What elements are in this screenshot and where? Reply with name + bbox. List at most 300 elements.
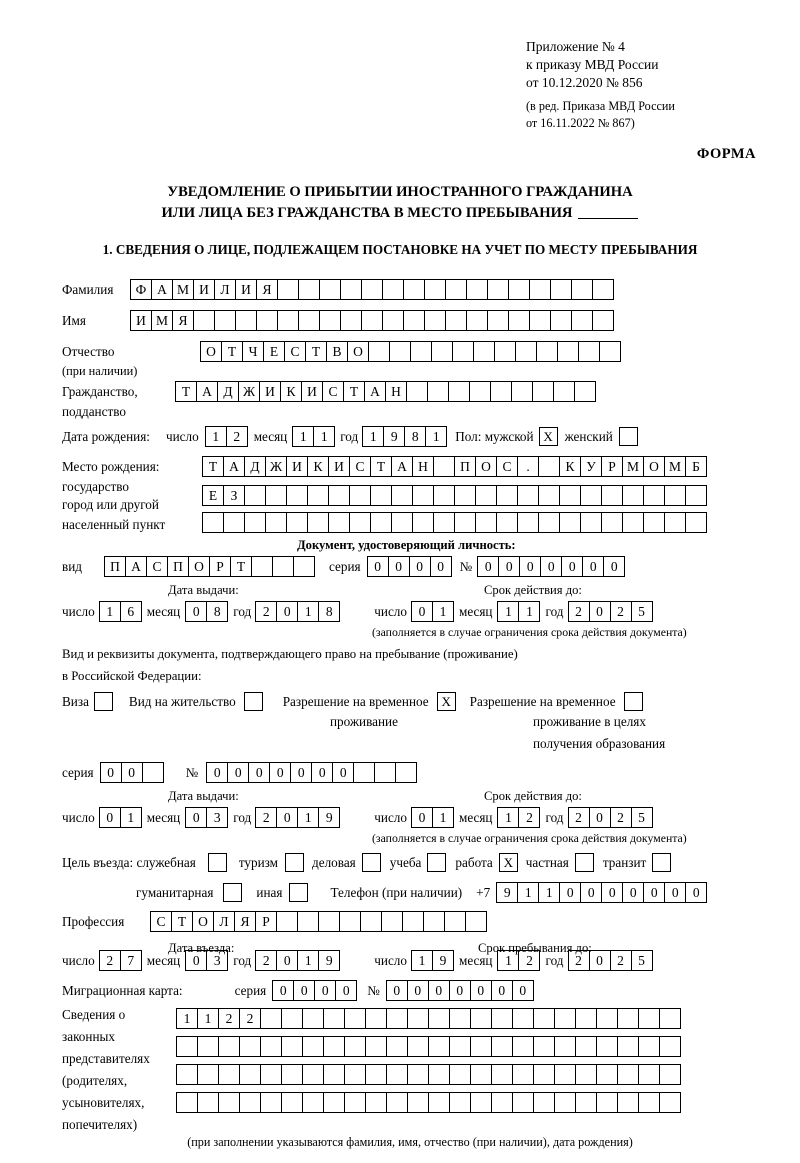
- char-cell[interactable]: [578, 341, 600, 362]
- char-cell[interactable]: [402, 911, 424, 932]
- char-cell[interactable]: [176, 1064, 198, 1085]
- char-cell[interactable]: [574, 381, 596, 402]
- char-cell[interactable]: [260, 1064, 282, 1085]
- citizenship-input[interactable]: [175, 381, 596, 402]
- char-cell[interactable]: [515, 341, 537, 362]
- char-cell[interactable]: [433, 512, 455, 533]
- char-cell[interactable]: О: [475, 456, 497, 477]
- char-cell[interactable]: 2: [518, 950, 540, 971]
- char-cell[interactable]: [281, 1092, 303, 1113]
- char-cell[interactable]: С: [150, 911, 172, 932]
- char-cell[interactable]: [617, 1064, 639, 1085]
- char-cell[interactable]: Я: [234, 911, 256, 932]
- char-cell[interactable]: [302, 1008, 324, 1029]
- char-cell[interactable]: Т: [343, 381, 365, 402]
- char-cell[interactable]: [386, 1036, 408, 1057]
- char-cell[interactable]: 2: [255, 950, 277, 971]
- char-cell[interactable]: [433, 485, 455, 506]
- char-cell[interactable]: [202, 512, 224, 533]
- char-cell[interactable]: 1: [411, 950, 433, 971]
- char-cell[interactable]: [659, 1092, 681, 1113]
- purpose-service-checkbox[interactable]: [208, 853, 227, 872]
- edu-residence-checkbox[interactable]: [624, 692, 643, 711]
- char-cell[interactable]: [512, 1036, 534, 1057]
- char-cell[interactable]: [508, 310, 530, 331]
- char-cell[interactable]: В: [326, 341, 348, 362]
- char-cell[interactable]: [638, 1008, 660, 1029]
- char-cell[interactable]: Д: [217, 381, 239, 402]
- char-cell[interactable]: О: [200, 341, 222, 362]
- char-cell[interactable]: [328, 512, 350, 533]
- char-cell[interactable]: 0: [559, 882, 581, 903]
- char-cell[interactable]: [470, 1036, 492, 1057]
- char-cell[interactable]: 0: [367, 556, 389, 577]
- char-cell[interactable]: 1: [518, 601, 540, 622]
- char-cell[interactable]: [599, 341, 621, 362]
- visa-checkbox[interactable]: [94, 692, 113, 711]
- doc-issue-day-input[interactable]: [99, 601, 142, 622]
- char-cell[interactable]: Е: [202, 485, 224, 506]
- doc-number-input[interactable]: [477, 556, 625, 577]
- char-cell[interactable]: П: [167, 556, 189, 577]
- char-cell[interactable]: [445, 279, 467, 300]
- char-cell[interactable]: 0: [332, 762, 354, 783]
- char-cell[interactable]: [550, 310, 572, 331]
- char-cell[interactable]: 9: [318, 950, 340, 971]
- char-cell[interactable]: [466, 279, 488, 300]
- char-cell[interactable]: 9: [318, 807, 340, 828]
- char-cell[interactable]: [293, 556, 315, 577]
- char-cell[interactable]: [444, 911, 466, 932]
- char-cell[interactable]: [412, 512, 434, 533]
- char-cell[interactable]: [638, 1064, 660, 1085]
- char-cell[interactable]: [407, 1036, 429, 1057]
- char-cell[interactable]: 3: [206, 807, 228, 828]
- char-cell[interactable]: С: [349, 456, 371, 477]
- char-cell[interactable]: Б: [685, 456, 707, 477]
- char-cell[interactable]: К: [559, 456, 581, 477]
- char-cell[interactable]: Ф: [130, 279, 152, 300]
- char-cell[interactable]: 9: [383, 426, 405, 447]
- sex-male-checkbox[interactable]: Х: [539, 427, 558, 446]
- char-cell[interactable]: [239, 1092, 261, 1113]
- char-cell[interactable]: [491, 1092, 513, 1113]
- purpose-study-checkbox[interactable]: [427, 853, 446, 872]
- char-cell[interactable]: [601, 485, 623, 506]
- char-cell[interactable]: 0: [293, 980, 315, 1001]
- char-cell[interactable]: С: [284, 341, 306, 362]
- char-cell[interactable]: Н: [385, 381, 407, 402]
- char-cell[interactable]: [491, 1064, 513, 1085]
- char-cell[interactable]: 5: [631, 807, 653, 828]
- char-cell[interactable]: [340, 279, 362, 300]
- patronymic-input[interactable]: [200, 341, 621, 362]
- char-cell[interactable]: [512, 1008, 534, 1029]
- char-cell[interactable]: [214, 310, 236, 331]
- doc-issue-year-input[interactable]: [255, 601, 340, 622]
- char-cell[interactable]: 1: [99, 601, 121, 622]
- char-cell[interactable]: А: [364, 381, 386, 402]
- char-cell[interactable]: 2: [255, 601, 277, 622]
- name-input[interactable]: [130, 310, 614, 331]
- legal-input-1[interactable]: [176, 1008, 681, 1029]
- char-cell[interactable]: 0: [185, 950, 207, 971]
- purpose-tourism-checkbox[interactable]: [285, 853, 304, 872]
- char-cell[interactable]: 2: [568, 807, 590, 828]
- char-cell[interactable]: [511, 381, 533, 402]
- char-cell[interactable]: [571, 279, 593, 300]
- char-cell[interactable]: 8: [206, 601, 228, 622]
- surname-input[interactable]: [130, 279, 614, 300]
- char-cell[interactable]: У: [580, 456, 602, 477]
- char-cell[interactable]: [596, 1036, 618, 1057]
- char-cell[interactable]: [454, 485, 476, 506]
- char-cell[interactable]: [487, 310, 509, 331]
- char-cell[interactable]: [286, 512, 308, 533]
- char-cell[interactable]: 0: [386, 980, 408, 1001]
- purpose-humanitarian-checkbox[interactable]: [223, 883, 242, 902]
- char-cell[interactable]: 0: [601, 882, 623, 903]
- char-cell[interactable]: [533, 1008, 555, 1029]
- char-cell[interactable]: [571, 310, 593, 331]
- char-cell[interactable]: [596, 1092, 618, 1113]
- char-cell[interactable]: [365, 1092, 387, 1113]
- char-cell[interactable]: [449, 1092, 471, 1113]
- char-cell[interactable]: 0: [491, 980, 513, 1001]
- char-cell[interactable]: 1: [497, 807, 519, 828]
- doc-issue-month-input[interactable]: [185, 601, 228, 622]
- char-cell[interactable]: [512, 1064, 534, 1085]
- char-cell[interactable]: [412, 485, 434, 506]
- birth-year-input[interactable]: [362, 426, 447, 447]
- char-cell[interactable]: [403, 310, 425, 331]
- char-cell[interactable]: [410, 341, 432, 362]
- char-cell[interactable]: [389, 341, 411, 362]
- char-cell[interactable]: [298, 310, 320, 331]
- char-cell[interactable]: [344, 1092, 366, 1113]
- char-cell[interactable]: [281, 1008, 303, 1029]
- char-cell[interactable]: [297, 911, 319, 932]
- char-cell[interactable]: [431, 341, 453, 362]
- char-cell[interactable]: [386, 1008, 408, 1029]
- char-cell[interactable]: [470, 1092, 492, 1113]
- char-cell[interactable]: 1: [497, 601, 519, 622]
- char-cell[interactable]: [142, 762, 164, 783]
- char-cell[interactable]: 0: [276, 601, 298, 622]
- char-cell[interactable]: [340, 310, 362, 331]
- char-cell[interactable]: [554, 1092, 576, 1113]
- stay-year-input[interactable]: [568, 950, 653, 971]
- char-cell[interactable]: З: [223, 485, 245, 506]
- char-cell[interactable]: 0: [519, 556, 541, 577]
- char-cell[interactable]: Р: [209, 556, 231, 577]
- char-cell[interactable]: [244, 512, 266, 533]
- permit-issue-month-input[interactable]: [185, 807, 228, 828]
- char-cell[interactable]: [575, 1036, 597, 1057]
- char-cell[interactable]: [487, 279, 509, 300]
- char-cell[interactable]: [382, 310, 404, 331]
- residence-checkbox[interactable]: [244, 692, 263, 711]
- char-cell[interactable]: [533, 1064, 555, 1085]
- char-cell[interactable]: [323, 1008, 345, 1029]
- char-cell[interactable]: [496, 512, 518, 533]
- char-cell[interactable]: [349, 512, 371, 533]
- char-cell[interactable]: 0: [580, 882, 602, 903]
- char-cell[interactable]: [550, 279, 572, 300]
- char-cell[interactable]: [395, 762, 417, 783]
- char-cell[interactable]: [323, 1092, 345, 1113]
- doc-kind-input[interactable]: [104, 556, 315, 577]
- char-cell[interactable]: .: [517, 456, 539, 477]
- char-cell[interactable]: 1: [362, 426, 384, 447]
- char-cell[interactable]: [381, 911, 403, 932]
- char-cell[interactable]: 0: [100, 762, 122, 783]
- char-cell[interactable]: М: [151, 310, 173, 331]
- char-cell[interactable]: [391, 512, 413, 533]
- char-cell[interactable]: 1: [297, 950, 319, 971]
- char-cell[interactable]: [391, 485, 413, 506]
- char-cell[interactable]: 1: [205, 426, 227, 447]
- char-cell[interactable]: 0: [664, 882, 686, 903]
- char-cell[interactable]: [276, 911, 298, 932]
- char-cell[interactable]: О: [643, 456, 665, 477]
- char-cell[interactable]: Т: [221, 341, 243, 362]
- char-cell[interactable]: 1: [497, 950, 519, 971]
- char-cell[interactable]: [272, 556, 294, 577]
- char-cell[interactable]: [659, 1064, 681, 1085]
- migration-number-input[interactable]: [386, 980, 534, 1001]
- char-cell[interactable]: 0: [643, 882, 665, 903]
- permit-valid-year-input[interactable]: [568, 807, 653, 828]
- sex-female-checkbox[interactable]: [619, 427, 638, 446]
- char-cell[interactable]: [176, 1092, 198, 1113]
- char-cell[interactable]: [643, 485, 665, 506]
- char-cell[interactable]: [449, 1036, 471, 1057]
- char-cell[interactable]: 0: [512, 980, 534, 1001]
- char-cell[interactable]: [344, 1008, 366, 1029]
- char-cell[interactable]: И: [130, 310, 152, 331]
- char-cell[interactable]: 5: [631, 950, 653, 971]
- char-cell[interactable]: [533, 1092, 555, 1113]
- char-cell[interactable]: Т: [305, 341, 327, 362]
- purpose-other-checkbox[interactable]: [289, 883, 308, 902]
- char-cell[interactable]: 7: [120, 950, 142, 971]
- char-cell[interactable]: П: [104, 556, 126, 577]
- char-cell[interactable]: 9: [432, 950, 454, 971]
- char-cell[interactable]: 1: [425, 426, 447, 447]
- char-cell[interactable]: [281, 1064, 303, 1085]
- legal-input-3[interactable]: [176, 1064, 681, 1085]
- char-cell[interactable]: 0: [276, 807, 298, 828]
- char-cell[interactable]: 0: [314, 980, 336, 1001]
- char-cell[interactable]: К: [280, 381, 302, 402]
- char-cell[interactable]: [592, 279, 614, 300]
- char-cell[interactable]: Р: [601, 456, 623, 477]
- char-cell[interactable]: [323, 1036, 345, 1057]
- phone-input[interactable]: [496, 882, 707, 903]
- char-cell[interactable]: [349, 485, 371, 506]
- char-cell[interactable]: 0: [622, 882, 644, 903]
- char-cell[interactable]: [638, 1092, 660, 1113]
- char-cell[interactable]: [575, 1092, 597, 1113]
- char-cell[interactable]: [370, 512, 392, 533]
- char-cell[interactable]: [319, 310, 341, 331]
- entry-day-input[interactable]: [99, 950, 142, 971]
- doc-valid-year-input[interactable]: [568, 601, 653, 622]
- char-cell[interactable]: [427, 381, 449, 402]
- char-cell[interactable]: [536, 341, 558, 362]
- char-cell[interactable]: 0: [121, 762, 143, 783]
- char-cell[interactable]: Ж: [265, 456, 287, 477]
- char-cell[interactable]: [344, 1064, 366, 1085]
- char-cell[interactable]: [218, 1036, 240, 1057]
- char-cell[interactable]: [286, 485, 308, 506]
- char-cell[interactable]: Ж: [238, 381, 260, 402]
- char-cell[interactable]: [580, 512, 602, 533]
- char-cell[interactable]: А: [125, 556, 147, 577]
- char-cell[interactable]: Л: [214, 279, 236, 300]
- char-cell[interactable]: [265, 485, 287, 506]
- char-cell[interactable]: 8: [318, 601, 340, 622]
- char-cell[interactable]: 0: [589, 807, 611, 828]
- char-cell[interactable]: [307, 485, 329, 506]
- char-cell[interactable]: [407, 1008, 429, 1029]
- char-cell[interactable]: [360, 911, 382, 932]
- char-cell[interactable]: [596, 1008, 618, 1029]
- char-cell[interactable]: [235, 310, 257, 331]
- char-cell[interactable]: [223, 512, 245, 533]
- char-cell[interactable]: [386, 1092, 408, 1113]
- char-cell[interactable]: О: [192, 911, 214, 932]
- char-cell[interactable]: 9: [496, 882, 518, 903]
- char-cell[interactable]: [473, 341, 495, 362]
- char-cell[interactable]: [470, 1064, 492, 1085]
- char-cell[interactable]: [617, 1036, 639, 1057]
- char-cell[interactable]: А: [151, 279, 173, 300]
- char-cell[interactable]: [277, 279, 299, 300]
- char-cell[interactable]: С: [322, 381, 344, 402]
- char-cell[interactable]: [596, 1064, 618, 1085]
- char-cell[interactable]: 1: [432, 601, 454, 622]
- char-cell[interactable]: Н: [412, 456, 434, 477]
- char-cell[interactable]: 0: [430, 556, 452, 577]
- purpose-business-checkbox[interactable]: [362, 853, 381, 872]
- char-cell[interactable]: 2: [568, 950, 590, 971]
- doc-valid-month-input[interactable]: [497, 601, 540, 622]
- char-cell[interactable]: [664, 512, 686, 533]
- char-cell[interactable]: [533, 1036, 555, 1057]
- char-cell[interactable]: [622, 512, 644, 533]
- char-cell[interactable]: [424, 310, 446, 331]
- char-cell[interactable]: 0: [272, 980, 294, 1001]
- char-cell[interactable]: [638, 1036, 660, 1057]
- char-cell[interactable]: [319, 279, 341, 300]
- char-cell[interactable]: [428, 1064, 450, 1085]
- char-cell[interactable]: А: [196, 381, 218, 402]
- permit-issue-year-input[interactable]: [255, 807, 340, 828]
- legal-input-2[interactable]: [176, 1036, 681, 1057]
- char-cell[interactable]: [176, 1036, 198, 1057]
- char-cell[interactable]: [452, 341, 474, 362]
- char-cell[interactable]: [517, 485, 539, 506]
- char-cell[interactable]: [622, 485, 644, 506]
- char-cell[interactable]: 0: [269, 762, 291, 783]
- char-cell[interactable]: [448, 381, 470, 402]
- char-cell[interactable]: 0: [603, 556, 625, 577]
- char-cell[interactable]: Ч: [242, 341, 264, 362]
- char-cell[interactable]: [260, 1008, 282, 1029]
- char-cell[interactable]: 0: [185, 807, 207, 828]
- char-cell[interactable]: 3: [206, 950, 228, 971]
- char-cell[interactable]: [557, 341, 579, 362]
- purpose-private-checkbox[interactable]: [575, 853, 594, 872]
- char-cell[interactable]: 0: [99, 807, 121, 828]
- char-cell[interactable]: И: [328, 456, 350, 477]
- char-cell[interactable]: [218, 1092, 240, 1113]
- char-cell[interactable]: [197, 1064, 219, 1085]
- char-cell[interactable]: [449, 1064, 471, 1085]
- char-cell[interactable]: 1: [292, 426, 314, 447]
- birthplace-city-input-2[interactable]: [202, 512, 707, 533]
- char-cell[interactable]: [575, 1064, 597, 1085]
- char-cell[interactable]: 2: [255, 807, 277, 828]
- char-cell[interactable]: 0: [582, 556, 604, 577]
- doc-series-input[interactable]: [367, 556, 452, 577]
- char-cell[interactable]: [664, 485, 686, 506]
- char-cell[interactable]: Т: [202, 456, 224, 477]
- char-cell[interactable]: [382, 279, 404, 300]
- char-cell[interactable]: [407, 1064, 429, 1085]
- char-cell[interactable]: [428, 1036, 450, 1057]
- char-cell[interactable]: М: [172, 279, 194, 300]
- char-cell[interactable]: П: [454, 456, 476, 477]
- entry-year-input[interactable]: [255, 950, 340, 971]
- char-cell[interactable]: [302, 1064, 324, 1085]
- char-cell[interactable]: [449, 1008, 471, 1029]
- char-cell[interactable]: А: [391, 456, 413, 477]
- char-cell[interactable]: [617, 1092, 639, 1113]
- char-cell[interactable]: 1: [297, 807, 319, 828]
- char-cell[interactable]: [365, 1064, 387, 1085]
- char-cell[interactable]: Д: [244, 456, 266, 477]
- char-cell[interactable]: 1: [313, 426, 335, 447]
- char-cell[interactable]: [281, 1036, 303, 1057]
- char-cell[interactable]: 0: [276, 950, 298, 971]
- char-cell[interactable]: Т: [230, 556, 252, 577]
- char-cell[interactable]: [365, 1008, 387, 1029]
- char-cell[interactable]: М: [664, 456, 686, 477]
- permit-number-input[interactable]: [206, 762, 417, 783]
- char-cell[interactable]: И: [301, 381, 323, 402]
- profession-input[interactable]: [150, 911, 487, 932]
- char-cell[interactable]: 1: [197, 1008, 219, 1029]
- char-cell[interactable]: [554, 1036, 576, 1057]
- char-cell[interactable]: [601, 512, 623, 533]
- char-cell[interactable]: С: [496, 456, 518, 477]
- permit-series-input[interactable]: [100, 762, 164, 783]
- char-cell[interactable]: Я: [256, 279, 278, 300]
- char-cell[interactable]: [197, 1092, 219, 1113]
- char-cell[interactable]: [265, 512, 287, 533]
- char-cell[interactable]: [328, 485, 350, 506]
- char-cell[interactable]: [508, 279, 530, 300]
- char-cell[interactable]: И: [259, 381, 281, 402]
- char-cell[interactable]: 2: [518, 807, 540, 828]
- char-cell[interactable]: 0: [311, 762, 333, 783]
- char-cell[interactable]: 0: [449, 980, 471, 1001]
- char-cell[interactable]: 1: [432, 807, 454, 828]
- char-cell[interactable]: [239, 1064, 261, 1085]
